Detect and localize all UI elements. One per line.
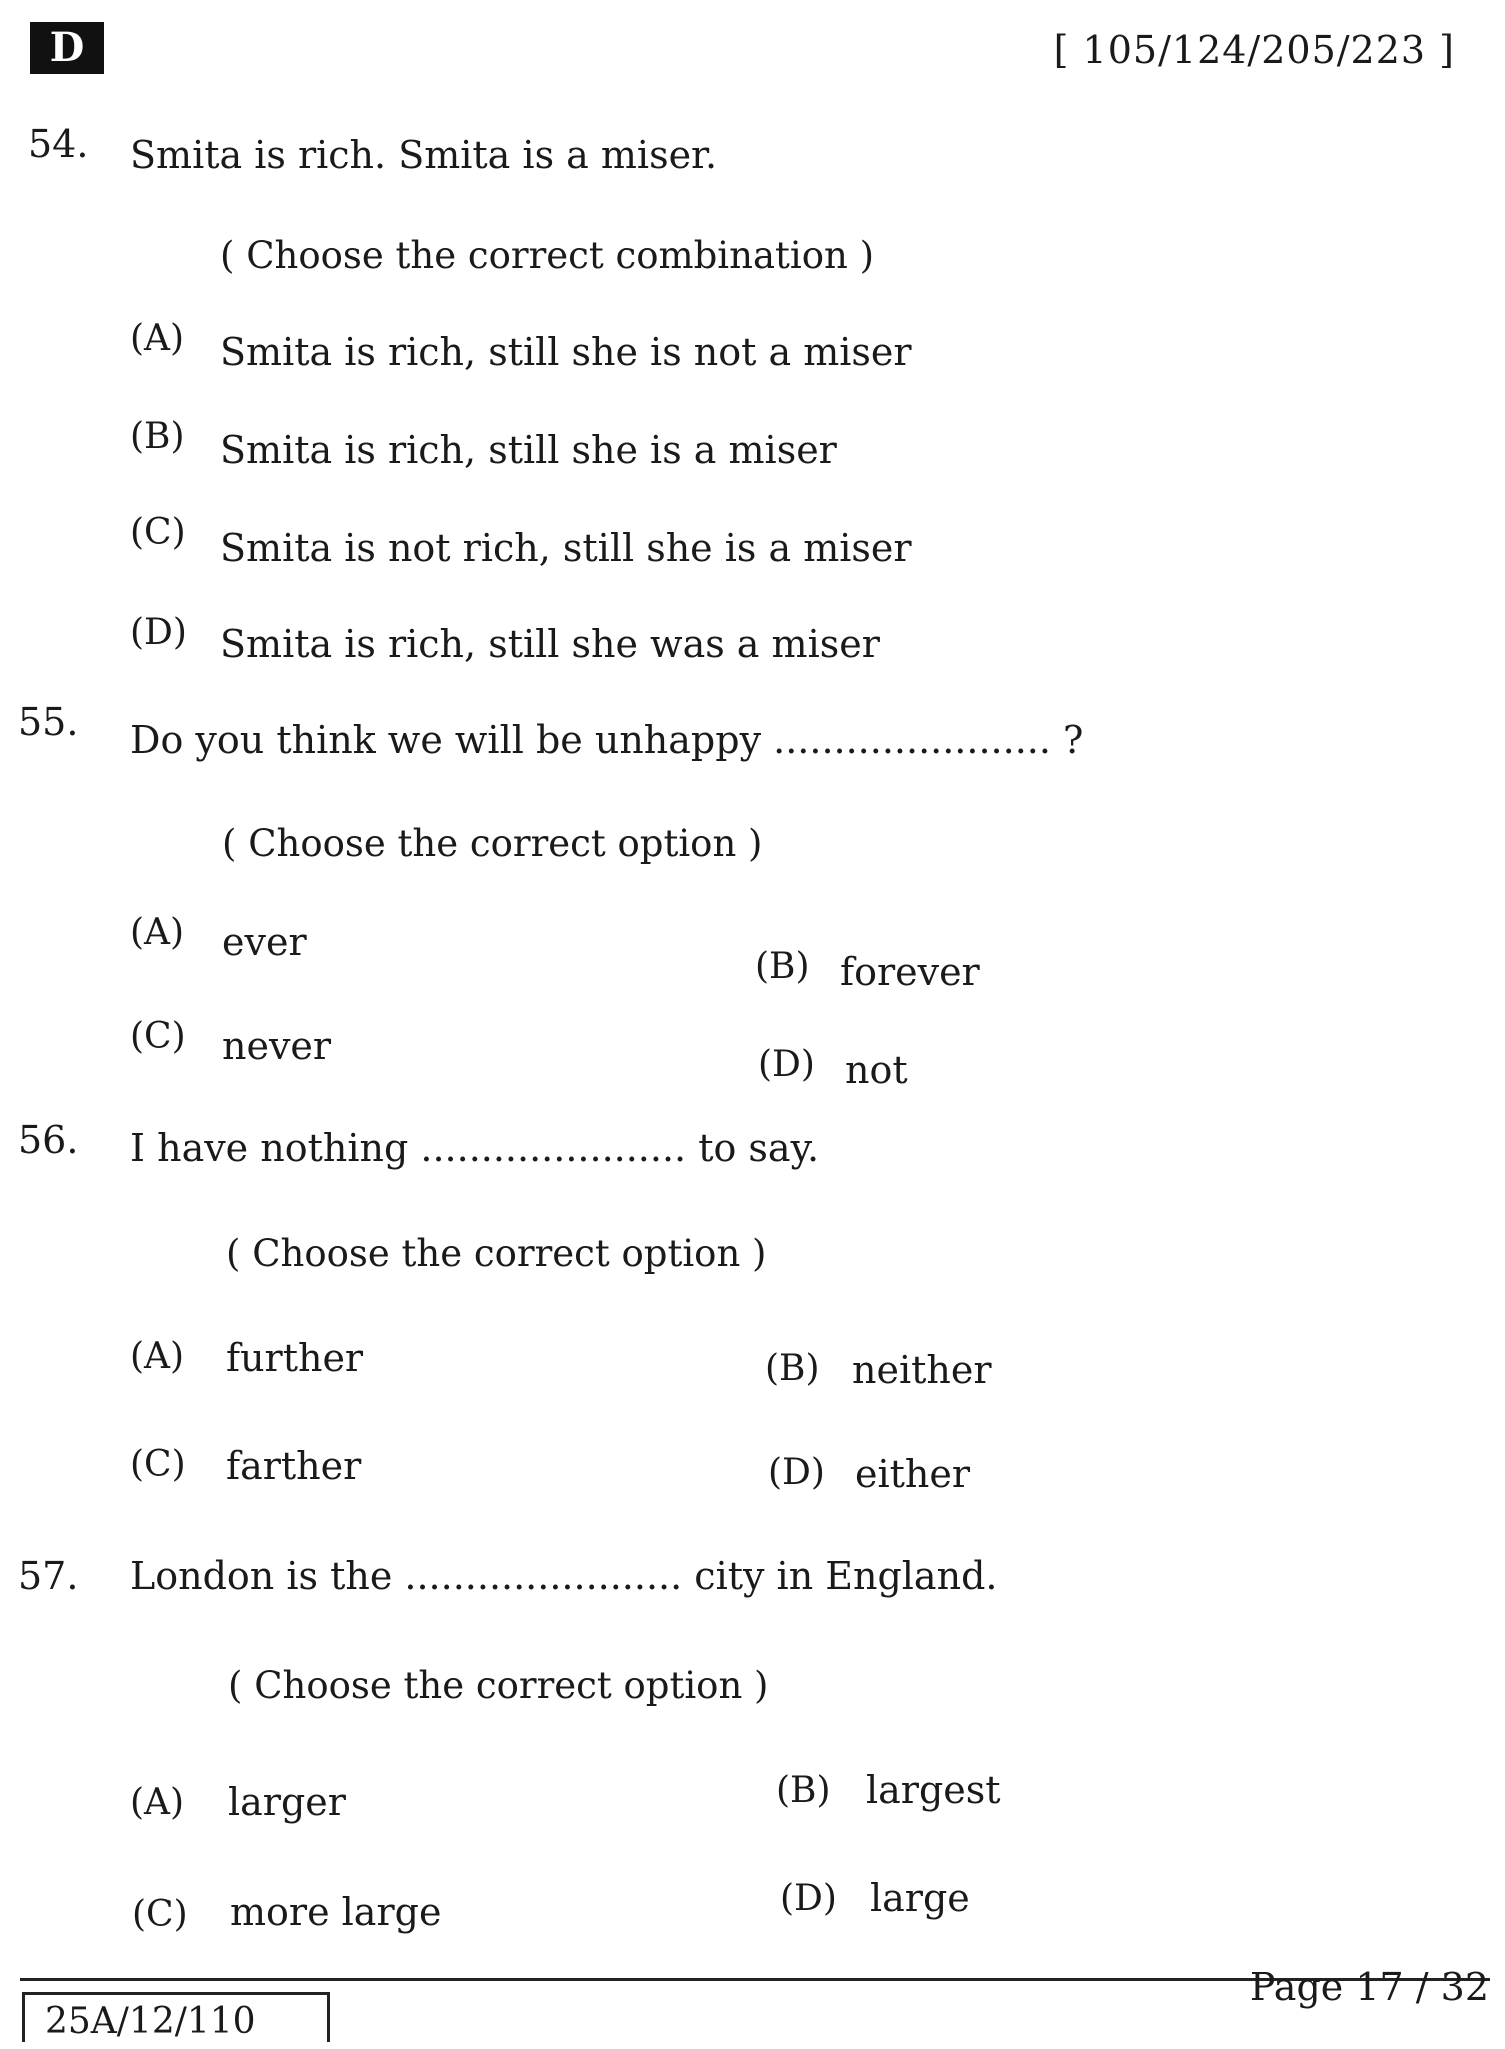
set-badge: D bbox=[30, 22, 104, 74]
option-text: forever bbox=[840, 950, 980, 994]
option-text: farther bbox=[226, 1444, 362, 1488]
option-label: (B) bbox=[755, 946, 810, 987]
option-label: (A) bbox=[130, 912, 185, 953]
option-label: (C) bbox=[130, 1016, 186, 1057]
option-label: (D) bbox=[780, 1878, 837, 1919]
option-label: (A) bbox=[130, 318, 185, 359]
option-label: (B) bbox=[130, 416, 185, 457]
question-text: Do you think we will be unhappy ....................... ? bbox=[130, 718, 1084, 762]
option-text: larger bbox=[228, 1780, 346, 1824]
question-text: London is the ....................... city in England. bbox=[130, 1554, 998, 1598]
option-label: (A) bbox=[130, 1336, 185, 1377]
option-text: Smita is rich, still she is not a miser bbox=[220, 330, 912, 374]
option-text: not bbox=[845, 1048, 908, 1092]
option-text: Smita is not rich, still she is a miser bbox=[220, 526, 912, 570]
question-instruction: ( Choose the correct option ) bbox=[226, 1232, 767, 1275]
option-label: (D) bbox=[758, 1044, 815, 1085]
option-text: Smita is rich, still she was a miser bbox=[220, 622, 880, 666]
option-text: further bbox=[226, 1336, 364, 1380]
option-label: (C) bbox=[132, 1894, 188, 1935]
paper-code: [ 105/124/205/223 ] bbox=[1053, 28, 1455, 72]
question-instruction: ( Choose the correct option ) bbox=[222, 822, 763, 865]
option-label: (D) bbox=[130, 612, 187, 653]
option-label: (A) bbox=[130, 1782, 185, 1823]
booklet-code: 25A/12/110 bbox=[22, 1992, 330, 2042]
question-text: Smita is rich. Smita is a miser. bbox=[130, 133, 718, 177]
option-text: ever bbox=[222, 920, 307, 964]
option-label: (B) bbox=[765, 1348, 820, 1389]
option-text: largest bbox=[866, 1768, 1001, 1812]
option-label: (C) bbox=[130, 512, 186, 553]
question-number: 57. bbox=[18, 1554, 79, 1598]
option-text: neither bbox=[852, 1348, 992, 1392]
question-instruction: ( Choose the correct combination ) bbox=[220, 234, 875, 277]
option-label: (B) bbox=[776, 1770, 831, 1811]
option-label: (C) bbox=[130, 1444, 186, 1485]
question-number: 55. bbox=[18, 700, 79, 744]
question-number: 56. bbox=[18, 1118, 79, 1162]
option-text: large bbox=[870, 1876, 970, 1920]
question-number: 54. bbox=[28, 122, 89, 166]
option-label: (D) bbox=[768, 1452, 825, 1493]
option-text: Smita is rich, still she is a miser bbox=[220, 428, 837, 472]
option-text: either bbox=[855, 1452, 971, 1496]
page-number: Page 17 / 32 bbox=[1249, 1965, 1489, 2009]
question-text: I have nothing ...................... to say. bbox=[130, 1126, 820, 1170]
option-text: more large bbox=[230, 1890, 442, 1934]
option-text: never bbox=[222, 1024, 332, 1068]
question-instruction: ( Choose the correct option ) bbox=[228, 1664, 769, 1707]
